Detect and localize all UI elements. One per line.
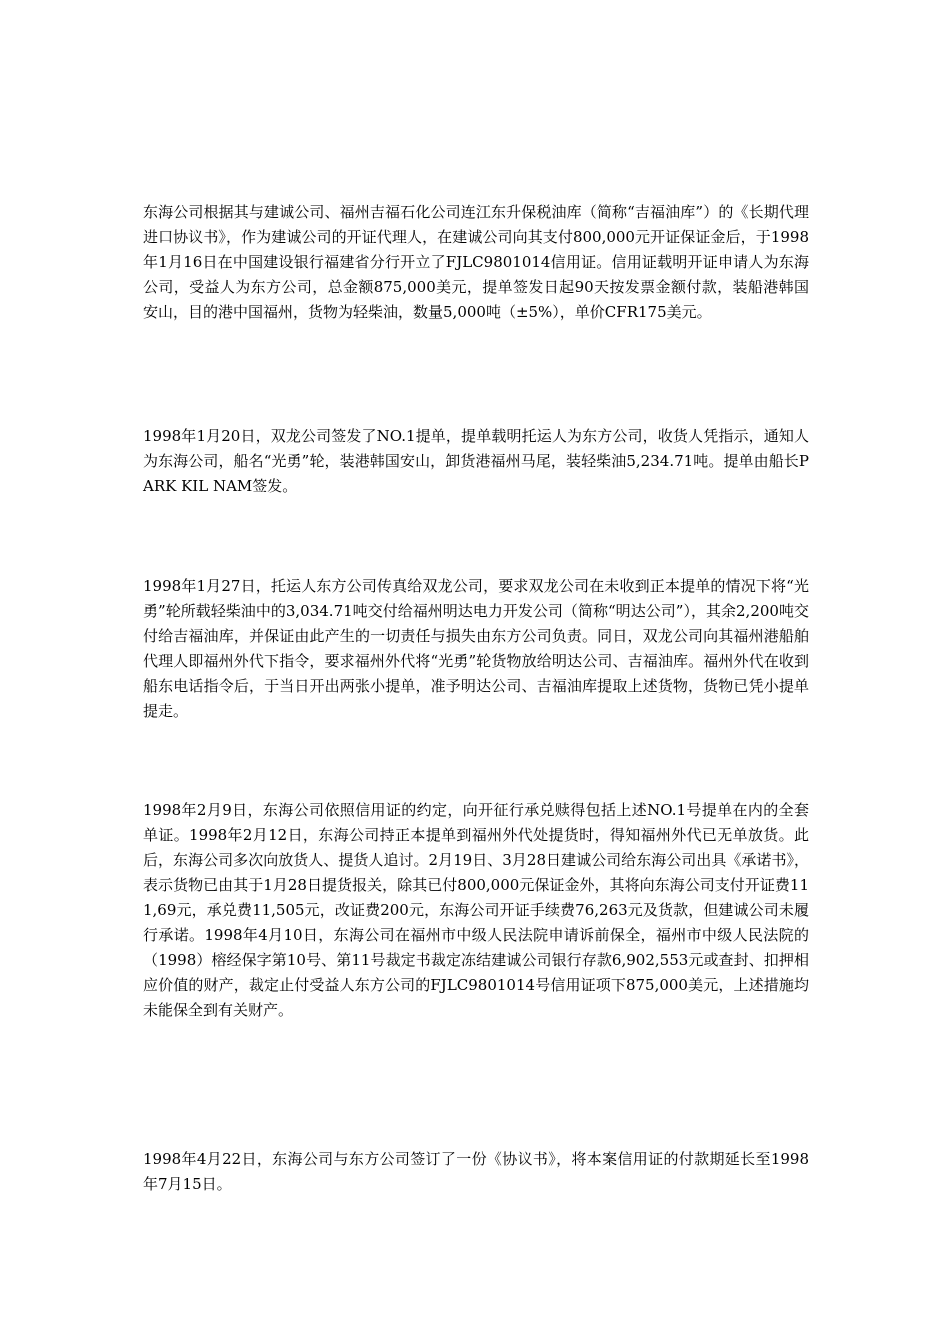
paragraph-bill-of-lading: 1998年1月20日，双龙公司签发了NO.1提单，提单载明托运人为东方公司，收货人凭指示，通知人为东海公司，船名“光勇”轮，装港韩国安山，卸货港福州马尾，装轻柴油5,234.71吨。提单由船长PARK KIL NAM签发。 — [143, 427, 809, 495]
paragraph-delivery-instruction: 1998年1月27日，托运人东方公司传真给双龙公司，要求双龙公司在未收到正本提单的情况下将“光勇”轮所载轻柴油中的3,034.71吨交付给福州明达电力开发公司（简称“明达公司”），其余2,200吨交付给吉福油库，并保证由此产生的一切责任与损失由东方公司负责。同日，双龙公司向其福州港船舶代理人即福州外代下指令，要求福州外代将“光勇”轮货物放给明达公司、吉福油库。福州外代在收到船东电话指令后，于当日开出两张小提单，准予明达公司、吉福油库提取上述货物，货物已凭小提单提走。 — [143, 577, 809, 720]
paragraph-agreement-extension: 1998年4月22日，东海公司与东方公司签订了一份《协议书》，将本案信用证的付款期延长至1998年7月15日。 — [143, 1150, 809, 1193]
paragraph-acceptance-and-preservation: 1998年2月9日，东海公司依照信用证的约定，向开征行承兑赎得包括上述NO.1号提单在内的全套单证。1998年2月12日，东海公司持正本提单到福州外代处提货时，得知福州外代已无单放货。此后，东海公司多次向放货人、提货人追讨。2月19日、3月28日建诚公司给东海公司出具《承诺书》，表示货物已由其于1月28日提货报关，除其已付800,000元保证金外，其将向东海公司支付开证费111,69元，承兑费11,505元，改证费200元，东海公司开证手续费76,263元及货款，但建诚公司未履行承诺。1998年4月10日，东海公司在福州市中级人民法院申请诉前保全，福州市中级人民法院的（1998）榕经保字第10号、第11号裁定书裁定冻结建诚公司银行存款6,902,553元或查封、扣押相应价值的财产，裁定止付受益人东方公司的FJLC9801014号信用证项下875,000美元，上述措施均未能保全到有关财产。 — [143, 801, 809, 1019]
paragraph-letter-of-credit: 东海公司根据其与建诚公司、福州吉福石化公司连江东升保税油库（简称“吉福油库”）的《长期代理进口协议书》，作为建诚公司的开证代理人，在建诚公司向其支付800,000元开证保证金后，于1998年1月16日在中国建设银行福建省分行开立了FJLC9801014信用证。信用证载明开证申请人为东海公司，受益人为东方公司，总金额875,000美元，提单签发日起90天按发票金额付款，装船港韩国安山，目的港中国福州，货物为轻柴油，数量5,000吨（±5%），单价CFR175美元。 — [143, 203, 809, 321]
